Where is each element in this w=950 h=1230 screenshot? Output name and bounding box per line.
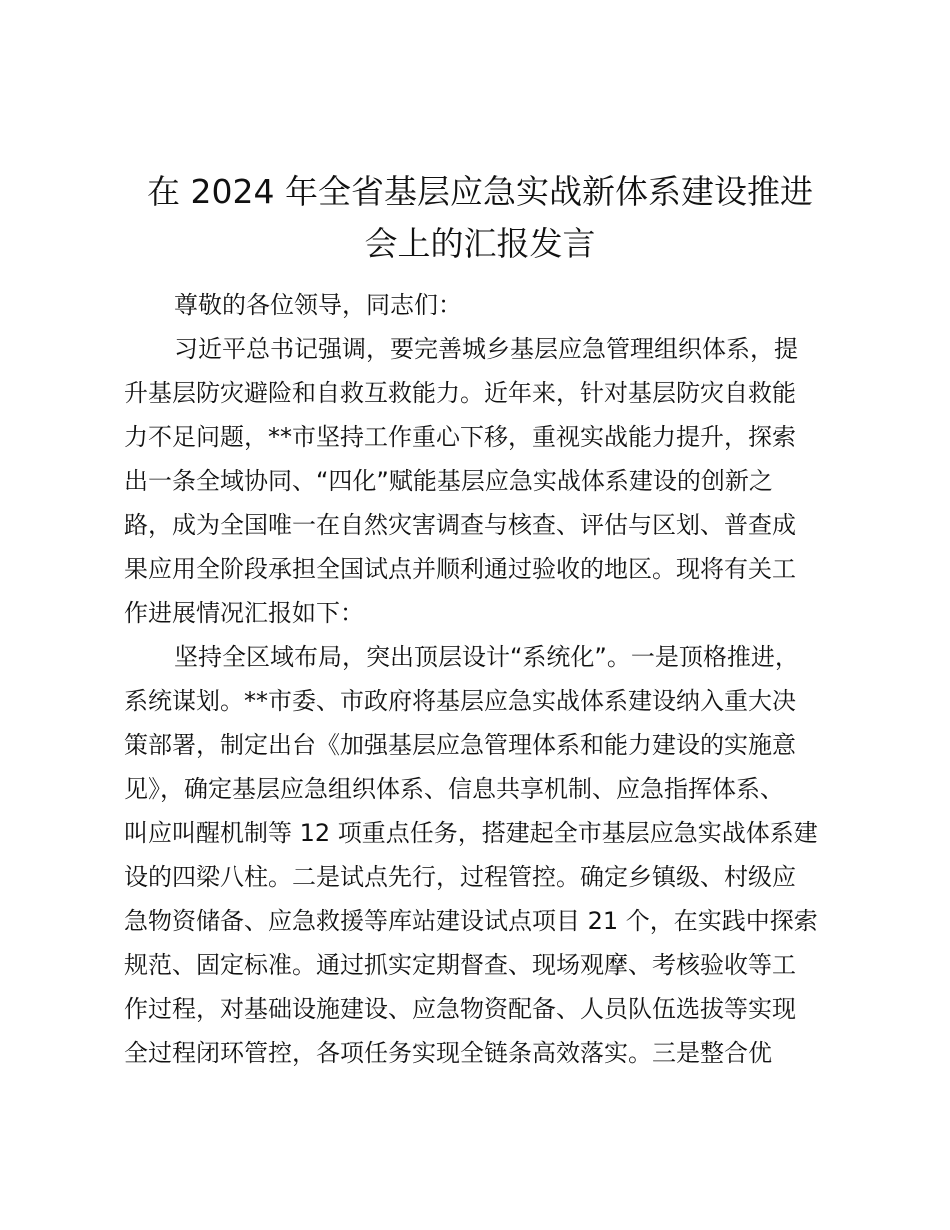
- paragraph-line: 急物资储备、应急救援等库站建设试点项目 21 个，在实践中探索: [124, 907, 818, 935]
- paragraph-line: 见》，确定基层应急组织体系、信息共享机制、应急指挥体系、: [124, 775, 784, 803]
- paragraph-line: 升基层防灾避险和自救互救能力。近年来，针对基层防灾自救能: [124, 379, 796, 407]
- paragraph-system-design: [124, 635, 840, 1075]
- paragraph-line: 力不足问题，**市坚持工作重心下移，重视实战能力提升，探索: [124, 423, 796, 451]
- title-line-2: 会上的汇报发言: [364, 224, 596, 263]
- document-title: [120, 166, 840, 270]
- paragraph-line: 出一条全域协同、“四化”赋能基层应急实战体系建设的创新之: [124, 467, 773, 495]
- paragraph-line: 设的四梁八柱。二是试点先行，过程管控。确定乡镇级、村级应: [124, 863, 796, 891]
- paragraph-line: 叫应叫醒机制等 12 项重点任务，搭建起全市基层应急实战体系建: [124, 819, 818, 847]
- paragraph-intro: [124, 327, 840, 635]
- paragraph-salutation: [124, 283, 840, 327]
- paragraph-line: 规范、固定标准。通过抓实定期督查、现场观摩、考核验收等工: [124, 951, 796, 979]
- paragraph-line: 全过程闭环管控，各项任务实现全链条高效落实。三是整合优: [124, 1039, 772, 1067]
- paragraph-line: 策部署，制定出台《加强基层应急管理体系和能力建设的实施意: [124, 731, 796, 759]
- paragraph-line: 尊敬的各位领导，同志们：: [174, 291, 462, 319]
- paragraph-line: 作进展情况汇报如下：: [124, 599, 364, 627]
- paragraph-line: 习近平总书记强调，要完善城乡基层应急管理组织体系，提: [174, 335, 798, 363]
- paragraph-line: 坚持全区域布局，突出顶层设计“系统化”。一是顶格推进，: [174, 643, 799, 671]
- paragraph-line: 路，成为全国唯一在自然灾害调查与核查、评估与区划、普查成: [124, 511, 796, 539]
- paragraph-line: 系统谋划。**市委、市政府将基层应急实战体系建设纳入重大决: [124, 687, 796, 715]
- paragraph-line: 作过程，对基础设施建设、应急物资配备、人员队伍选拔等实现: [124, 995, 796, 1023]
- paragraph-line: 果应用全阶段承担全国试点并顺利通过验收的地区。现将有关工: [124, 555, 796, 583]
- document-body: [124, 283, 840, 1075]
- title-line-1: 在 2024 年全省基层应急实战新体系建设推进: [147, 172, 813, 211]
